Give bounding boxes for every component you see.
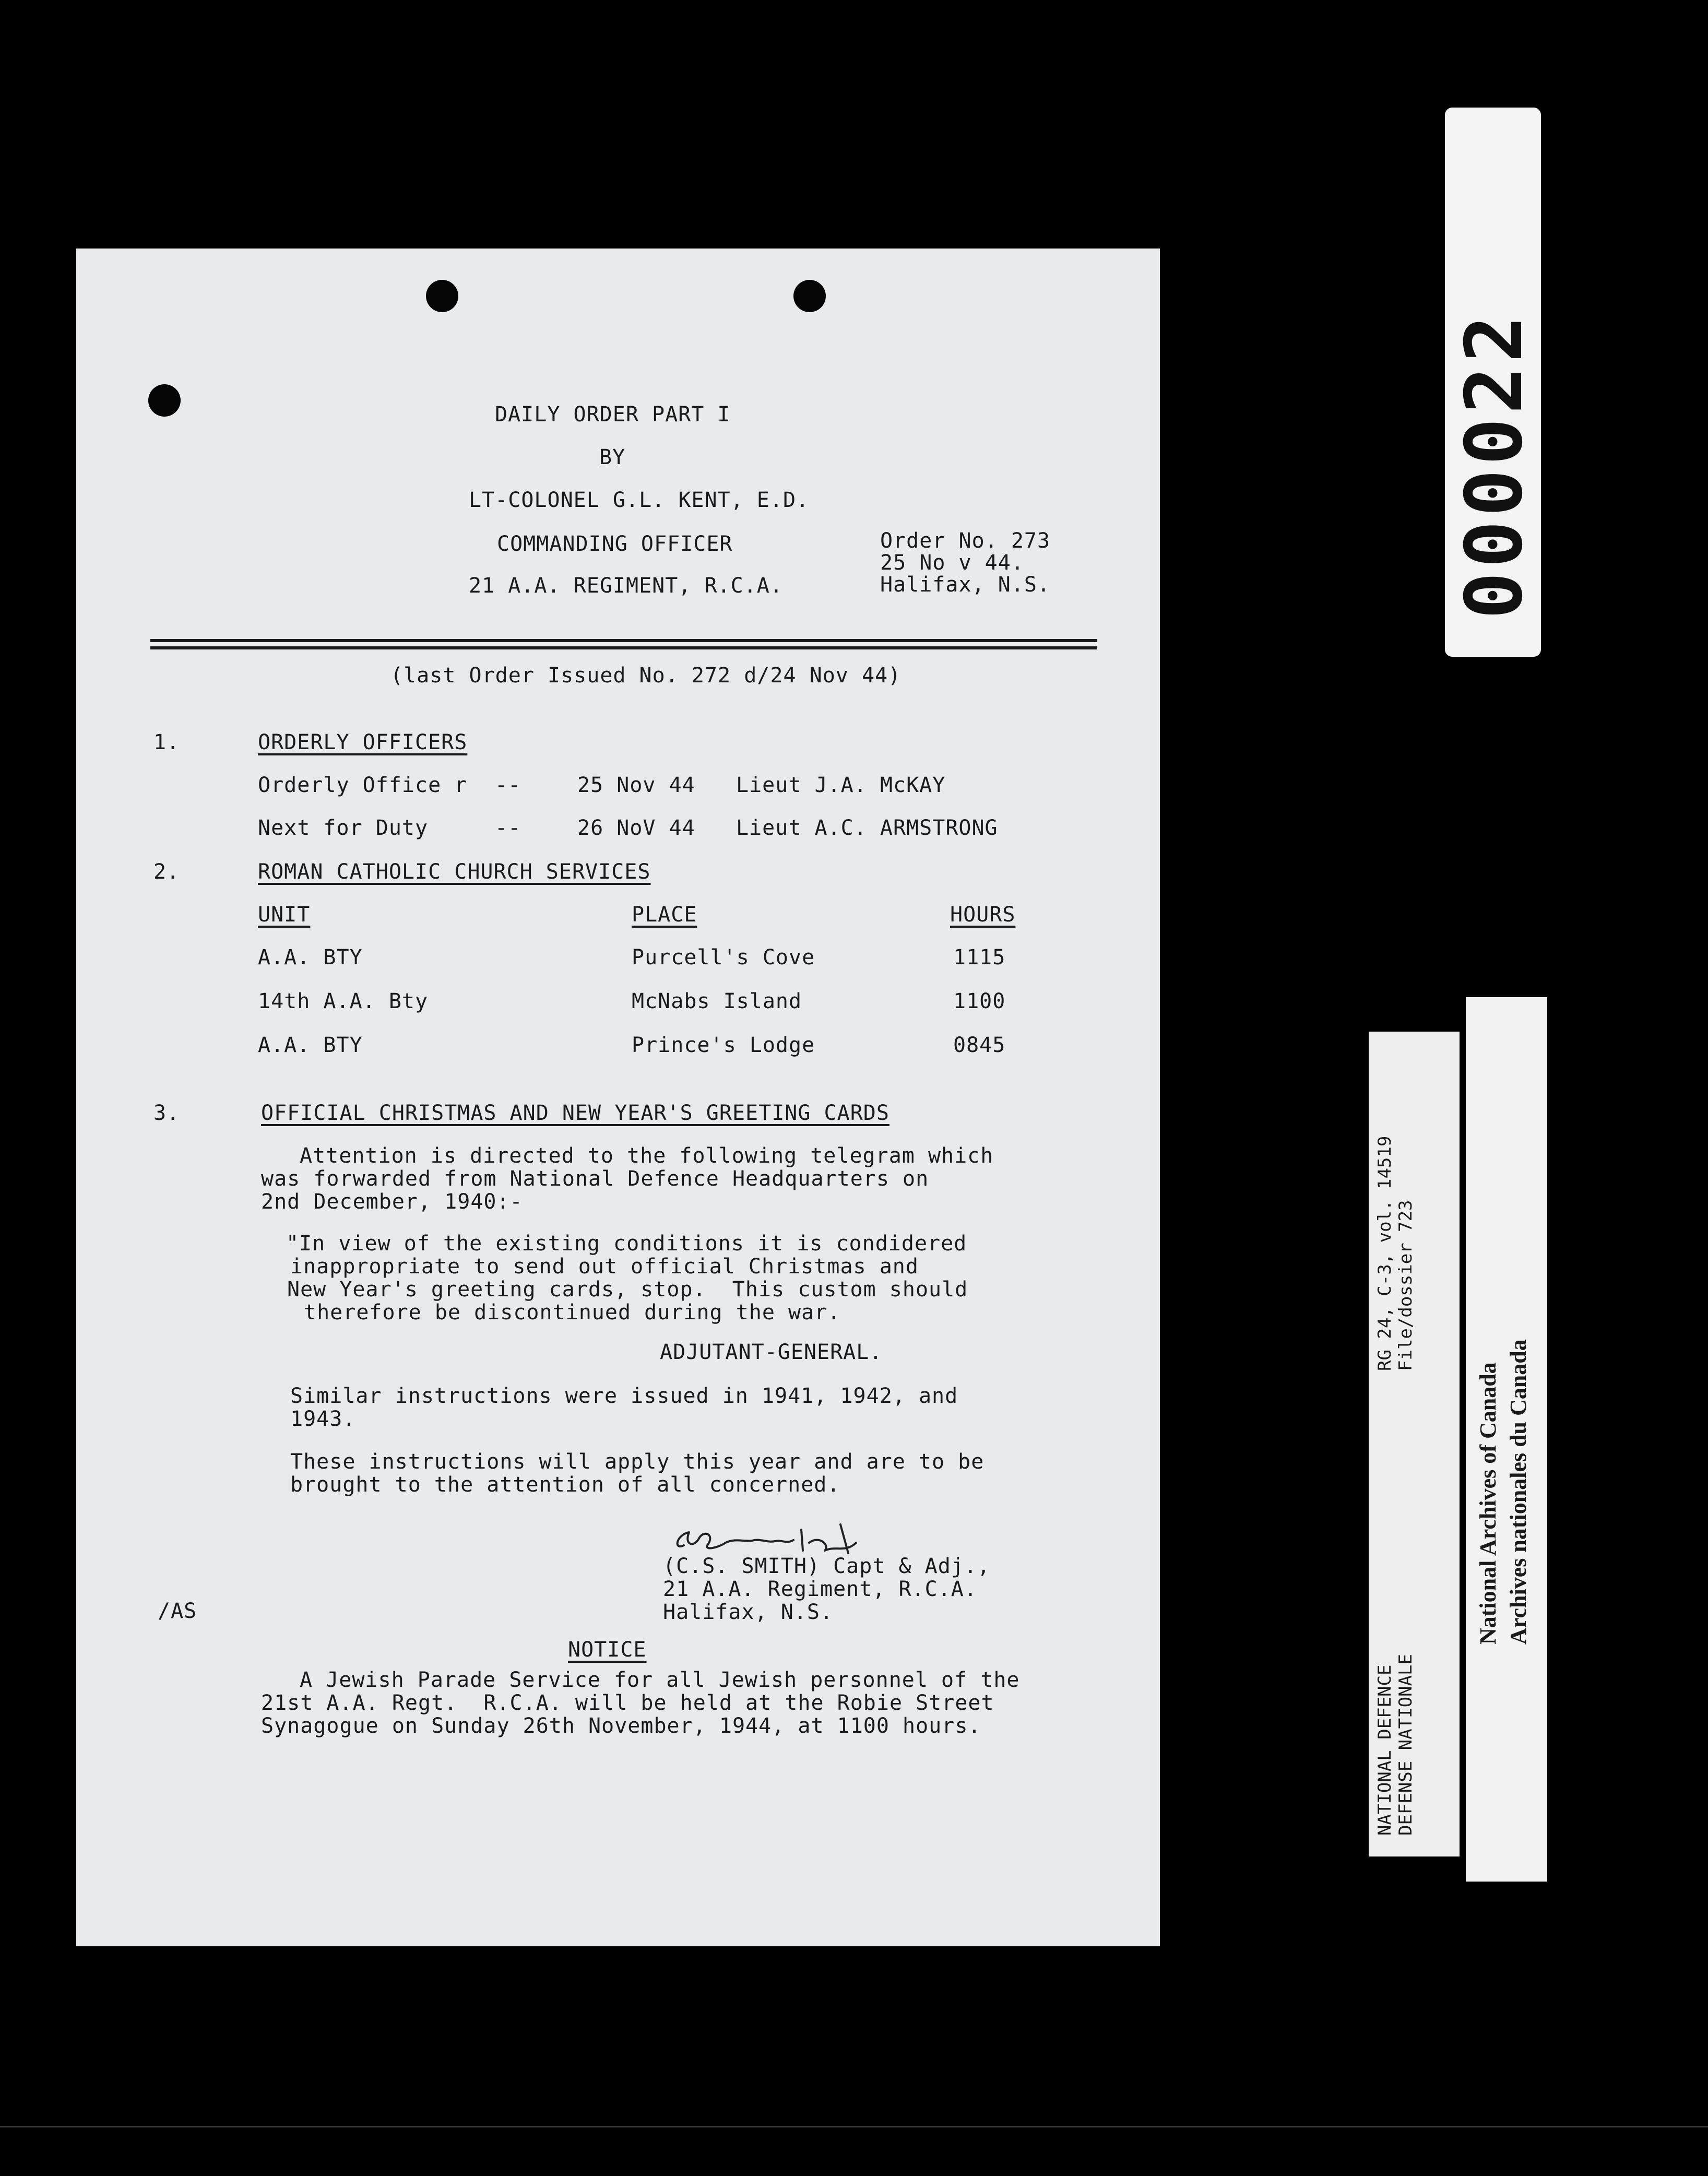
section-number: 1. bbox=[153, 730, 180, 754]
signatory-place: Halifax, N.S. bbox=[663, 1600, 834, 1624]
service-place: Purcell's Cove bbox=[632, 945, 815, 969]
section-number: 2. bbox=[153, 860, 180, 884]
commanding-officer-name: LT-COLONEL G.L. KENT, E.D. bbox=[469, 488, 810, 512]
duty-role: Orderly Office r bbox=[258, 773, 468, 797]
archive-reference-label bbox=[1369, 1032, 1460, 1856]
paragraph-line: 2nd December, 1940:- bbox=[261, 1190, 523, 1214]
punch-hole bbox=[793, 280, 826, 312]
punch-hole bbox=[148, 384, 181, 417]
service-hours: 0845 bbox=[953, 1033, 1006, 1057]
archive-file: File/dossier 723 bbox=[1395, 1200, 1416, 1371]
scan-edge-line bbox=[0, 2126, 1708, 2127]
column-header-hours: HOURS bbox=[950, 903, 1016, 927]
archives-name-fr: Archives nationales du Canada bbox=[1505, 1339, 1531, 1645]
telegram-line: therefore be discontinued during the war. bbox=[304, 1300, 841, 1324]
typist-initials: /AS bbox=[158, 1599, 197, 1623]
service-hours: 1115 bbox=[953, 945, 1006, 969]
notice-title: NOTICE bbox=[568, 1638, 647, 1662]
order-title: DAILY ORDER PART I bbox=[495, 403, 731, 427]
department-en: NATIONAL DEFENCE bbox=[1374, 1664, 1395, 1836]
punch-hole bbox=[426, 280, 458, 312]
frame-number-label bbox=[1445, 108, 1541, 657]
notice-line: A Jewish Parade Service for all Jewish personnel of the bbox=[300, 1668, 1020, 1692]
section-title: OFFICIAL CHRISTMAS AND NEW YEAR'S GREETING CARDS bbox=[261, 1101, 889, 1125]
service-place: Prince's Lodge bbox=[632, 1033, 815, 1057]
duty-role: Next for Duty bbox=[258, 816, 429, 840]
service-hours: 1100 bbox=[953, 989, 1006, 1013]
department-fr: DEFENSE NATIONALE bbox=[1395, 1654, 1416, 1836]
commanding-officer-title: COMMANDING OFFICER bbox=[497, 532, 733, 556]
column-header-unit: UNIT bbox=[258, 903, 311, 927]
last-order-issued: (last Order Issued No. 272 d/24 Nov 44) bbox=[390, 664, 902, 688]
service-unit: A.A. BTY bbox=[258, 945, 363, 969]
duty-date: 25 Nov 44 bbox=[577, 773, 695, 797]
order-by: BY bbox=[599, 445, 626, 469]
paragraph-line: Similar instructions were issued in 1941, 1942, and bbox=[290, 1384, 958, 1408]
telegram-line: New Year's greeting cards, stop. This custom should bbox=[287, 1278, 968, 1302]
service-unit: 14th A.A. Bty bbox=[258, 989, 429, 1013]
order-number: Order No. 273 bbox=[880, 529, 1051, 553]
telegram-line: "In view of the existing conditions it is condidered bbox=[286, 1232, 967, 1256]
order-place: Halifax, N.S. bbox=[880, 573, 1051, 597]
paragraph-line: Attention is directed to the following telegram which bbox=[300, 1144, 994, 1168]
paragraph-line: brought to the attention of all concerned. bbox=[290, 1473, 840, 1497]
service-place: McNabs Island bbox=[632, 989, 802, 1013]
notice-line: Synagogue on Sunday 26th November, 1944, at 1100 hours. bbox=[261, 1714, 981, 1738]
telegram-signatory: ADJUTANT-GENERAL. bbox=[660, 1340, 883, 1364]
header-rule bbox=[150, 639, 1097, 642]
duty-dash: -- bbox=[495, 773, 521, 797]
duty-officer: Lieut A.C. ARMSTRONG bbox=[736, 816, 998, 840]
paragraph-line: was forwarded from National Defence Headquarters on bbox=[261, 1167, 929, 1191]
header-rule bbox=[150, 646, 1097, 649]
section-title: ORDERLY OFFICERS bbox=[258, 730, 468, 754]
service-unit: A.A. BTY bbox=[258, 1033, 363, 1057]
duty-dash: -- bbox=[495, 816, 521, 840]
section-title: ROMAN CATHOLIC CHURCH SERVICES bbox=[258, 860, 651, 884]
archive-reference: RG 24, C-3, vol. 14519 bbox=[1374, 1136, 1395, 1371]
column-header-place: PLACE bbox=[632, 903, 697, 927]
paragraph-line: These instructions will apply this year and are to be bbox=[290, 1450, 985, 1474]
telegram-line: inappropriate to send out official Christmas and bbox=[290, 1255, 919, 1279]
frame-number: 000022 bbox=[1449, 311, 1540, 619]
signatory-unit: 21 A.A. Regiment, R.C.A. bbox=[663, 1577, 977, 1601]
regiment-name: 21 A.A. REGIMENT, R.C.A. bbox=[469, 574, 783, 598]
notice-line: 21st A.A. Regt. R.C.A. will be held at the Robie Street bbox=[261, 1691, 994, 1715]
signatory-name: (C.S. SMITH) Capt & Adj., bbox=[663, 1554, 991, 1578]
duty-officer: Lieut J.A. McKAY bbox=[736, 773, 946, 797]
national-archives-label bbox=[1466, 997, 1547, 1882]
duty-date: 26 NoV 44 bbox=[577, 816, 695, 840]
paragraph-line: 1943. bbox=[290, 1407, 356, 1431]
order-date: 25 No v 44. bbox=[880, 551, 1024, 575]
section-number: 3. bbox=[153, 1101, 180, 1125]
archives-name-en: National Archives of Canada bbox=[1475, 1362, 1501, 1645]
